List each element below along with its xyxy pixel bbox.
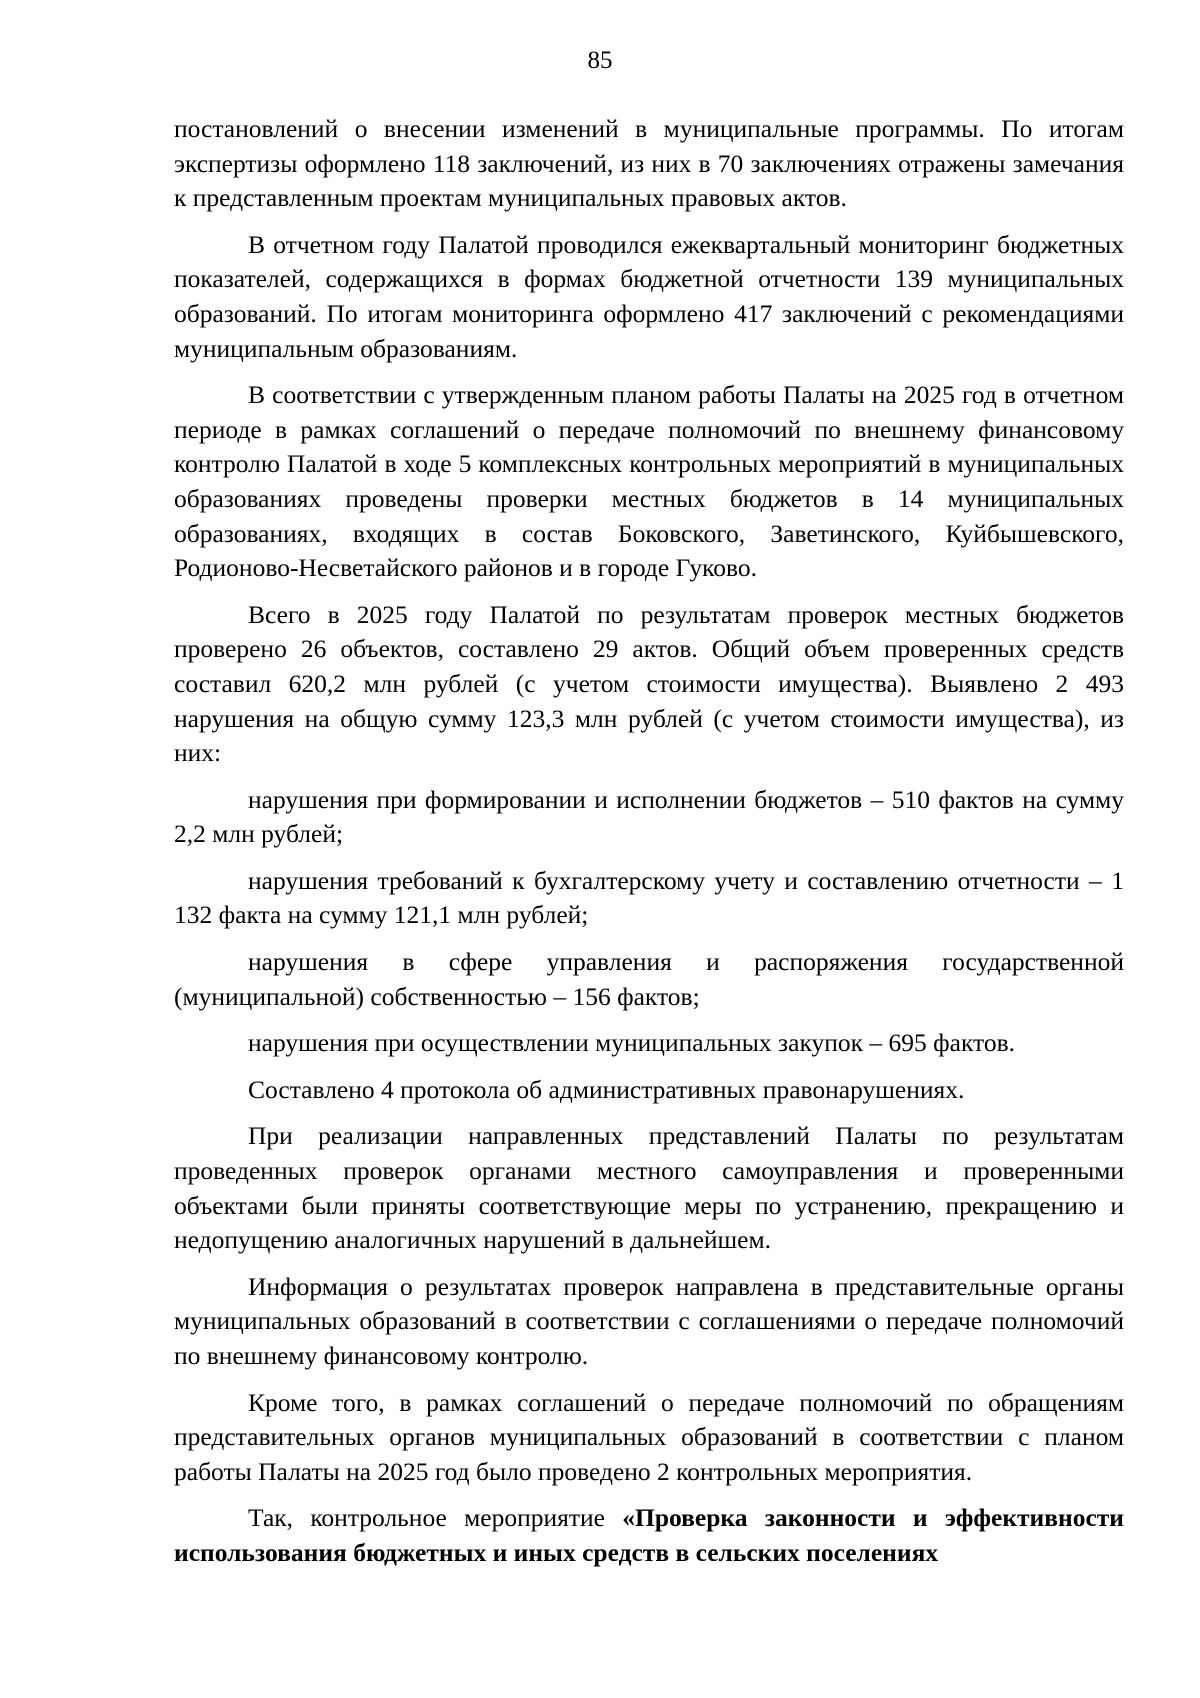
paragraph-measures-taken: При реализации направленных представлений Палаты по результатам проведенных проверок органами местного самоуправления и проверенными объектами были приняты соответствующие меры по устранению, прекращению и недопущению аналогичных нарушений в дальнейшем. [174,1121,1124,1255]
paragraph-monitoring: В отчетном году Палатой проводился ежеквартальный мониторинг бюджетных показателей, содержащихся в формах бюджетной отчетности 139 муниципальных образований. По итогам мониторинга оформлено 417 заключений с рекомендациями муниципальным образованиям. [174,229,1124,363]
paragraph-information-sent: Информация о результатах проверок направлена в представительные органы муниципальных образований в соответствии с соглашениями о передаче полномочий по внешнему финансовому контролю. [174,1271,1124,1370]
paragraph-work-plan: В соответствии с утвержденным планом работы Палаты на 2025 год в отчетном периоде в рамках соглашений о передаче полномочий по внешнему финансовому контролю Палатой в ходе 5 комплексных контрольных мероприятий в муниципальных образованиях проведены проверки местных бюджетов в 14 муниципальных образованиях, входящих в состав Боковского, Заветинского, Куйбышевского, Родионово-Несветайского районов и в городе Гуково. [174,380,1124,583]
document-body [174,112,1124,1583]
control-event-lead: Так, контрольное мероприятие [248,1503,623,1533]
page-number: 85 [587,47,613,74]
list-item-procurement-violations: нарушения при осуществлении муниципальных закупок – 695 фактов. [248,1028,1015,1058]
paragraph-continuation: постановлений о внесении изменений в муниципальные программы. По итогам экспертизы оформлено 118 заключений, из них в 70 заключениях отражены замечания к представленным проектам муниципальных правовых актов. [174,114,1124,213]
control-event-title: «Проверка законности и эффективности использования бюджетных и иных средств в сельских поселениях [174,1503,1124,1567]
list-item-budget-violations: нарушения при формировании и исполнении бюджетов – 510 фактов на сумму 2,2 млн рублей; [174,784,1124,849]
paragraph-protocols: Составлено 4 протокола об административных правонарушениях. [248,1074,965,1104]
list-item-property-violations: нарушения в сфере управления и распоряжения государственной (муниципальной) собственностью – 156 фактов; [174,947,1124,1011]
paragraph-audit-totals: Всего в 2025 году Палатой по результатам проверок местных бюджетов проверено 26 объектов, составлено 29 актов. Общий объем проверенных средств составил 620,2 млн рублей (с учетом стоимости имущества). Выявлено 2 493 нарушения на общую сумму 123,3 млн рублей (с учетом стоимости имущества), из них: [174,599,1124,768]
list-item-accounting-violations: нарушения требований к бухгалтерскому учету и составлению отчетности – 1 132 факта на сумму 121,1 млн рублей; [174,865,1124,930]
paragraph-additional-audits: Кроме того, в рамках соглашений о передаче полномочий по обращениям представительных органов муниципальных образований в соответствии с планом работы Палаты на 2025 год было проведено 2 контрольных мероприятия. [174,1387,1124,1486]
paragraph-control-event [174,1501,1124,1570]
